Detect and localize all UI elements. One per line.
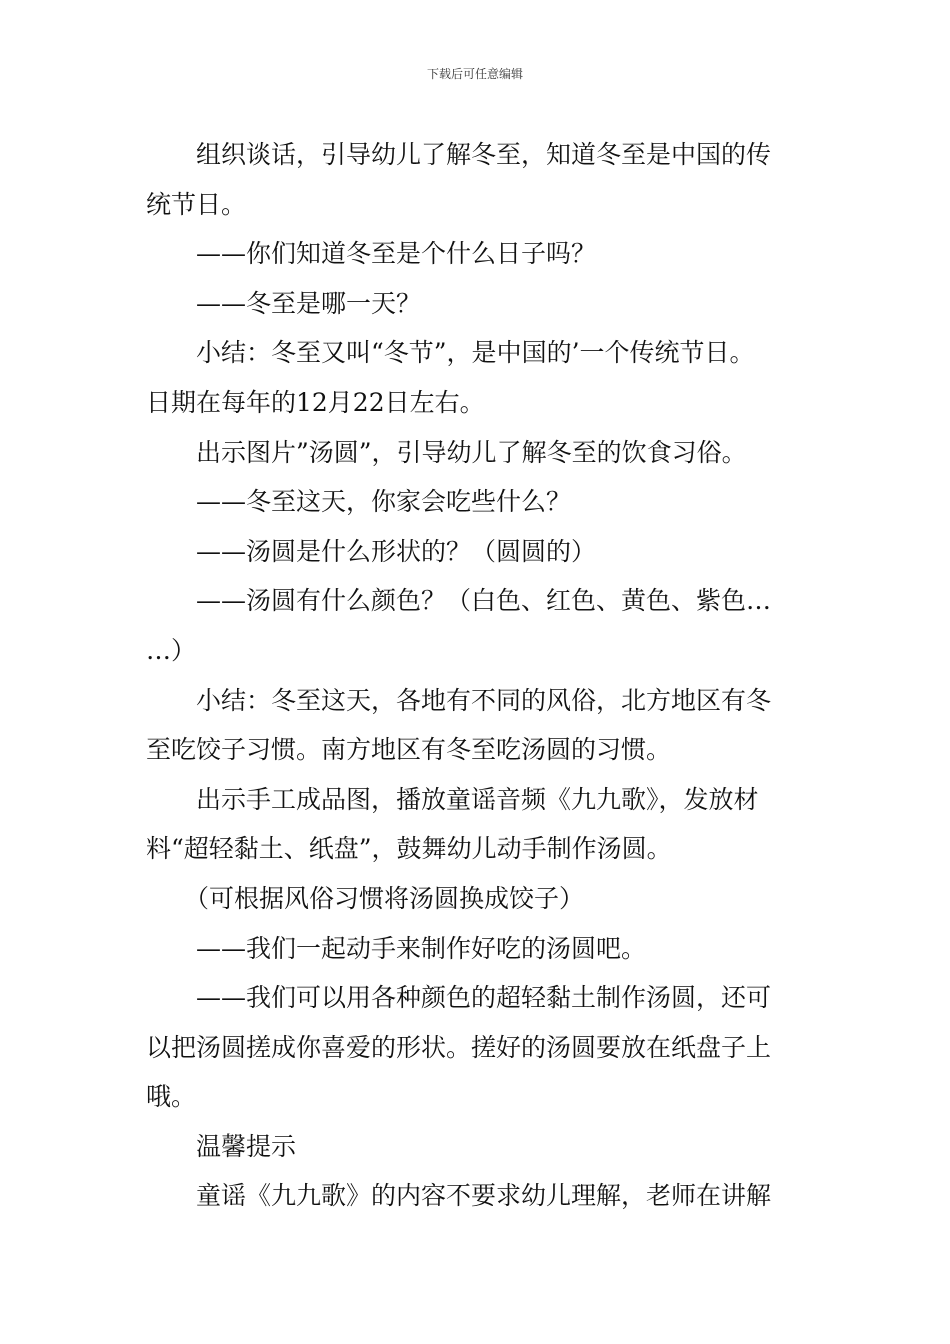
paragraph-line: ——冬至这天，你家会吃些什么？ — [196, 487, 572, 517]
paragraph-line: ——我们可以用各种颜色的超轻黏土制作汤圆，还可 — [196, 983, 772, 1013]
paragraph-line: 出示手工成品图，播放童谣音频《九九歌》，发放材 — [196, 784, 759, 814]
paragraph-line: ——我们一起动手来制作好吃的汤圆吧。 — [196, 933, 647, 963]
document-body — [146, 130, 810, 1221]
paragraph-line: 小结：冬至又叫“冬节”，是中国的’一个传统节日。 — [196, 338, 755, 368]
paragraph-line: ——汤圆是什么形状的？（圆圆的） — [196, 536, 597, 566]
paragraph-line: 料“超轻黏土、纸盘”，鼓舞幼儿动手制作汤圆。 — [146, 834, 672, 864]
paragraph-line: ——冬至是哪一天？ — [196, 288, 422, 318]
paragraph-line: 至吃饺子习惯。南方地区有冬至吃汤圆的习惯。 — [146, 735, 672, 765]
paragraph-line: …） — [146, 635, 197, 665]
paragraph-line: 组织谈话，引导幼儿了解冬至，知道冬至是中国的传 — [196, 140, 772, 169]
paragraph-line: 小结：冬至这天，各地有不同的风俗，北方地区有冬 — [196, 685, 772, 715]
paragraph-line: 童谣《九九歌》的内容不要求幼儿理解，老师在讲解 — [196, 1181, 772, 1211]
paragraph-line: 统节日。 — [146, 189, 247, 219]
paragraph-line: 以把汤圆搓成你喜爱的形状。搓好的汤圆要放在纸盘子上 — [146, 1032, 772, 1062]
paragraph-line: 日期在每年的12月22日左右。 — [146, 387, 485, 417]
page-header: 下载后可任意编辑 — [426, 67, 523, 81]
paragraph-line: 哦。 — [146, 1082, 197, 1112]
paragraph-line: ——汤圆有什么颜色？（白色、红色、黄色、紫色… — [196, 586, 772, 616]
paragraph-line: 出示图片”汤圆”，引导幼儿了解冬至的饮食习俗。 — [196, 437, 747, 467]
paragraph-line: （可根据风俗习惯将汤圆换成饺子） — [184, 883, 585, 913]
section-heading: 温馨提示 — [196, 1131, 297, 1161]
paragraph-line: ——你们知道冬至是个什么日子吗？ — [196, 239, 597, 269]
